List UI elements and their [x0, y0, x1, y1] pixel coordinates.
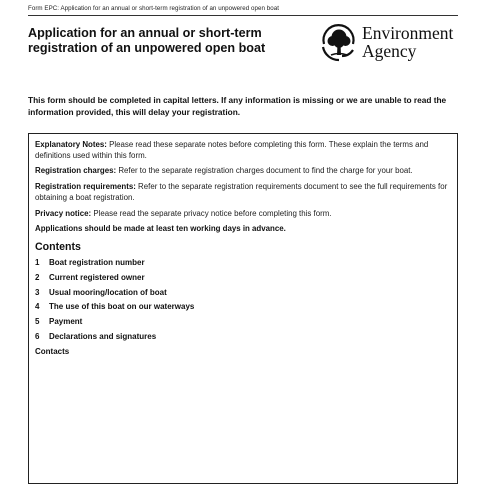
- form-title-line-1: Application for an annual or short-term: [28, 26, 262, 40]
- contents-item[interactable]: [35, 286, 451, 301]
- contents-item-label: Usual mooring/location of boat: [49, 287, 167, 297]
- contents-item[interactable]: [35, 330, 451, 345]
- contents-item[interactable]: [35, 315, 451, 330]
- form-page: [28, 0, 458, 356]
- logo-word-environment: Environment: [362, 23, 454, 43]
- environment-agency-logo: [320, 22, 460, 66]
- contents-item[interactable]: [35, 271, 451, 286]
- note-label: Privacy notice:: [35, 208, 92, 218]
- title-row: [28, 16, 458, 74]
- form-reference-header: Form EPC: Application for an annual or short-term registration of an unpowered open boat: [28, 0, 458, 16]
- contents-item-number: 3: [35, 287, 40, 297]
- contents-item-number: 6: [35, 331, 40, 341]
- contents-item[interactable]: [35, 256, 451, 271]
- logo-wordmark: [362, 25, 453, 60]
- note-label: Explanatory Notes:: [35, 140, 107, 149]
- contents-heading: Contents: [35, 240, 81, 253]
- advance-notice: Applications should be made at least ten working days in advance.: [35, 224, 286, 234]
- registration-requirements-note: [35, 182, 451, 203]
- contents-item-number: 2: [35, 272, 40, 282]
- contents-item-label: Payment: [49, 317, 83, 327]
- form-title: [28, 26, 268, 56]
- explanatory-notes: [35, 140, 451, 161]
- contents-item[interactable]: [35, 300, 451, 315]
- contents-item-label: Current registered owner: [49, 272, 145, 282]
- contents-item-number: 4: [35, 302, 40, 312]
- note-text: Refer to the separate registration requirements document to see the full requirements for obtaining a boat registration.: [35, 182, 448, 202]
- registration-charges-note: [35, 166, 451, 177]
- contents-item-number: 5: [35, 317, 40, 327]
- privacy-notice-note: [35, 209, 451, 220]
- contents-item-label: The use of this boat on our waterways: [49, 302, 195, 312]
- note-text: Please read these separate notes before completing this form. These explain the terms and definitions used within this form.: [35, 140, 429, 160]
- contents-item-label: Declarations and signatures: [49, 331, 157, 341]
- note-text: Please read the separate privacy notice before completing this form.: [91, 208, 332, 218]
- note-text: Refer to the separate registration charges document to find the charge for your boat.: [116, 166, 413, 176]
- intro-instructions: This form should be completed in capital letters. If any information is missing or we are unable to read the information provided, this will delay your registration.: [28, 95, 447, 117]
- note-label: Registration charges:: [35, 166, 117, 176]
- form-title-line-2: registration of an unpowered open boat: [28, 41, 266, 55]
- contents-item-number: 1: [35, 257, 40, 267]
- contents-item-label: Boat registration number: [49, 257, 145, 267]
- notes-box: [28, 133, 458, 484]
- note-label: Registration requirements:: [35, 182, 136, 192]
- contents-list: [35, 256, 451, 345]
- tree-in-circle-icon: [320, 22, 358, 62]
- logo-word-agency: Agency: [362, 40, 417, 61]
- contacts-link[interactable]: Contacts: [35, 346, 70, 356]
